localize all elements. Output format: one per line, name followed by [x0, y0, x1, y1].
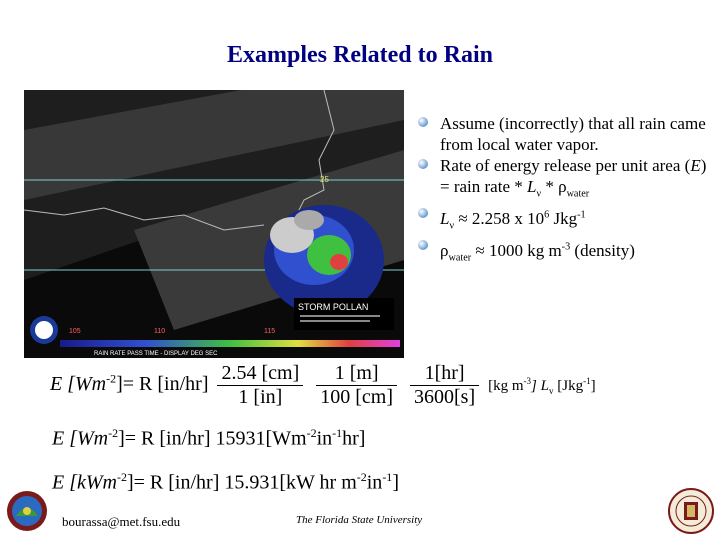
storm-label: STORM POLLAN	[298, 302, 369, 312]
footer-university: The Florida State University	[296, 514, 423, 526]
bullet-text: Assume (incorrectly) that all rain came from local water vapor.	[440, 114, 706, 154]
eq1-f3-num: 1[hr]	[410, 362, 479, 386]
lon-label-1: 105	[69, 328, 81, 335]
eq1-fraction-3	[410, 362, 479, 409]
bullet-dot-icon	[418, 240, 428, 250]
bullet-item	[418, 113, 708, 155]
bullet-list	[418, 113, 708, 268]
coaps-logo-icon	[6, 488, 48, 534]
eq1-f1-num: 2.54 [cm]	[217, 362, 303, 386]
equation-2: E $[Wm^{-2}]= R$ [in/hr] $15931[Wm^{-2}in^{-1}hr]$	[52, 426, 366, 450]
bullet-item	[418, 155, 708, 204]
bullet-dot-icon	[418, 159, 428, 169]
lat-label: 25	[320, 175, 329, 184]
eq1-fraction-1	[217, 362, 303, 409]
eq1-f2-den: 100 [cm]	[320, 386, 394, 408]
satellite-rain-image	[24, 90, 404, 358]
eq1-lhs-exp: -2	[106, 371, 117, 386]
eq1-fraction-2	[316, 362, 397, 409]
equation-1	[50, 362, 596, 409]
image-bottom-text: RAIN RATE PASS TIME - DISPLAY DEG SEC	[94, 351, 218, 357]
eq1-lhs: E [Wm	[50, 373, 107, 396]
lon-label-3: 115	[264, 328, 276, 335]
eq1-f1-den: 1 [in]	[238, 386, 283, 408]
eq1-f2-num: 1 [m]	[316, 362, 397, 386]
bullet-dot-icon	[418, 208, 428, 218]
eq1-tail: [kg $m^{-3}$] $L_v$ [Jkg$^{-1}$]	[488, 376, 596, 397]
bullet-text: $L_\nu \approx 2.258$ x $10^6$ Jkg$^{-1}$	[440, 209, 586, 232]
eq1-mid: ]= R [in/hr]	[116, 373, 209, 396]
bullet-item	[418, 204, 708, 236]
eq1-f3-den: 3600[s]	[414, 386, 476, 408]
equation-3: E [kWm$^{-2}$]= R [in/hr] 15.931[kW hr $m^{-2}in^{-1}$]	[52, 470, 399, 494]
fsu-seal-icon	[668, 488, 714, 534]
bullet-item	[418, 236, 708, 268]
slide-title: Examples Related to Rain	[227, 42, 493, 68]
bullet-text: Rate of energy release per unit area (E) = rain rate * $L_\nu * \rho_{water}$	[440, 156, 707, 200]
bullet-dot-icon	[418, 117, 428, 127]
footer-email: bourassa@met.fsu.edu	[62, 514, 181, 529]
color-scale-bar	[60, 340, 400, 347]
bullet-text: $\rho_{water} \approx 1000$ kg $m^{-3}$ (density)	[440, 241, 635, 264]
lon-label-2: 110	[154, 328, 166, 335]
